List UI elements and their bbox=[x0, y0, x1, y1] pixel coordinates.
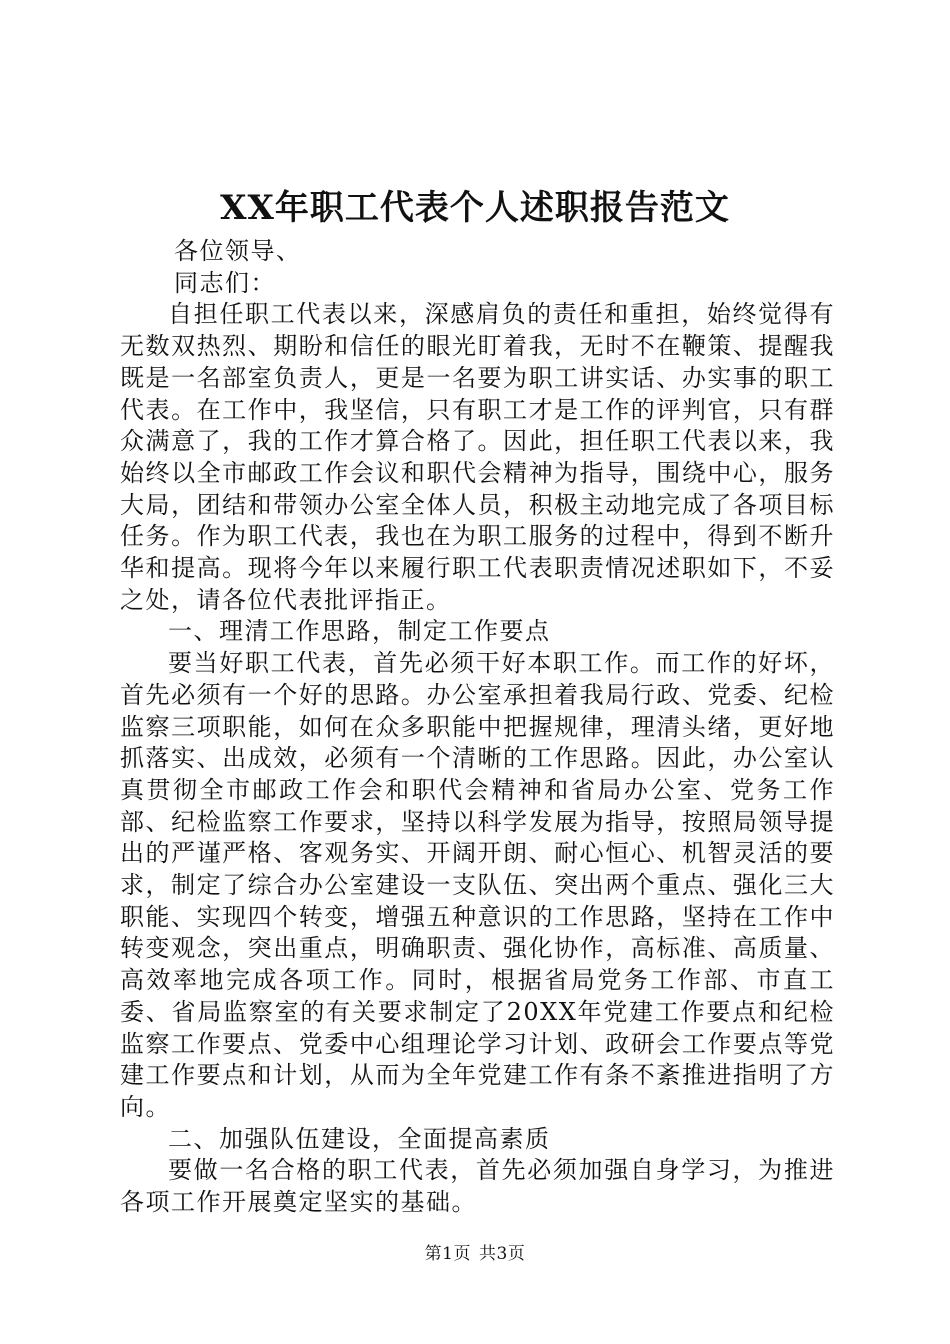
section-heading-1: 一、理清工作思路，制定工作要点 bbox=[168, 617, 551, 646]
page-number: 第1页 bbox=[424, 1244, 471, 1264]
salutation-leaders: 各位领导、 bbox=[174, 237, 302, 265]
paragraph-intro: 自担任职工代表以来，深感肩负的责任和重担，始终觉得有无数双热烈、期盼和信任的眼光盯着我，无时不在鞭策、提醒我既是一名部室负责人，更是一名要为职工讲实话、办实事的职工代表。在工作中，我坚信，只有职工才是工作的评判官，只有群众满意了，我的工作才算合格了。因此，担任职工代表以来，我始终以全市邮政工作会议和职代会精神为指导，围绕中心，服务大局，团结和带领办公室全体人员，积极主动地完成了各项目标任务。作为职工代表，我也在为职工服务的过程中，得到不断升华和提高。现将今年以来履行职工代表职责情况述职如下，不妥之处，请各位代表批评指正。 bbox=[120, 300, 835, 614]
page-total: 共3页 bbox=[479, 1244, 526, 1264]
salutation-comrades: 同志们： bbox=[174, 268, 276, 297]
section-heading-2: 二、加强队伍建设，全面提高素质 bbox=[168, 1124, 551, 1153]
page-footer bbox=[0, 1242, 950, 1266]
paragraph-section-1: 要当好职工代表，首先必须干好本职工作。而工作的好坏，首先必须有一个好的思路。办公室承担着我局行政、党委、纪检监察三项职能，如何在众多职能中把握规律，理清头绪，更好地抓落实、出成效，必须有一个清晰的工作思路。因此，办公室认真贯彻全市邮政工作会和职代会精神和省局办公室、党务工作部、纪检监察工作要求，坚持以科学发展为指导，按照局领导提出的严谨严格、客观务实、开阔开朗、耐心恒心、机智灵活的要求，制定了综合办公室建设一支队伍、突出两个重点、强化三大职能、实现四个转变，增强五种意识的工作思路，坚持在工作中转变观念，突出重点，明确职责、强化协作，高标准、高质量、高效率地完成各项工作。同时，根据省局党务工作部、市直工委、省局监察室的有关要求制定了20XX年党建工作要点和纪检监察工作要点、党委中心组理论学习计划、政研会工作要点等党建工作要点和计划，从而为全年党建工作有条不紊推进指明了方向。 bbox=[120, 649, 835, 1121]
document-body bbox=[120, 236, 835, 1219]
document-title: XX年职工代表个人述职报告范文 bbox=[220, 188, 730, 228]
paragraph-section-2: 要做一名合格的职工代表，首先必须加强自身学习，为推进各项工作开展奠定坚实的基础。 bbox=[120, 1156, 835, 1217]
